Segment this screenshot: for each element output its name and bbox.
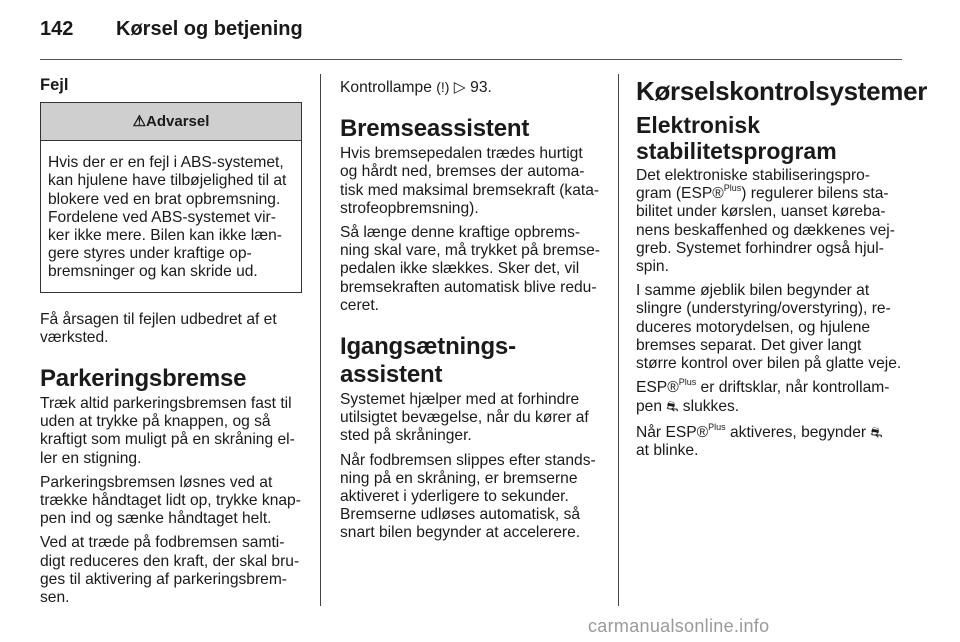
page-ref: 93.: [470, 79, 492, 96]
superscript: Plus: [708, 421, 726, 432]
text-run: aktiveres, begynder: [725, 423, 867, 441]
paragraph: Hvis bremsepedalen trædes hurtigt og hårdt ned, bremses der automa-tisk med maksimal bremsekraft (kata-strofeopbremsning).: [340, 145, 600, 217]
paragraph: [636, 167, 904, 276]
text-run: ESP®: [636, 379, 679, 397]
esp-heading: Elektronisk stabilitetsprogram: [636, 112, 837, 164]
text-run: Det elektroniske stabiliseringspro-gram (ESP®: [636, 167, 871, 203]
chapter-title: Kørsel og betjening: [116, 18, 303, 40]
paragraph: Træk altid parkeringsbremsen fast til uden at trykke på knappen, og så kraftigt som muligt på en skråning el-ler en stigning.: [40, 395, 295, 467]
bremseassistent-heading: Bremseassistent: [340, 115, 530, 143]
esp-skid-icon: ⛐: [666, 398, 679, 415]
column-3: [636, 74, 928, 466]
paragraph: Så længe denne kraftige opbrems-ning skal vare, må trykket på bremse-pedalen ikke slækkes. Sker det, vil bremsekraften automatisk blive redu-ceret.: [340, 224, 600, 314]
kontrollampe-label: Kontrollampe: [340, 79, 432, 96]
page-ref-arrow-icon: ▷: [453, 79, 466, 96]
warning-box: [40, 102, 302, 292]
page-header: [40, 18, 303, 41]
watermark: carmanualsonline.info: [588, 616, 770, 636]
section-heading: Kørselskontrolsystemer: [636, 76, 928, 106]
parkeringsbremse-heading: Parkeringsbremse: [40, 365, 247, 393]
paragraph: I samme øjeblik bilen begynder at slingre (understyring/overstyring), re-duceres motorydelsen, og hjulene bremses separat. Det giver langt større kontrol over bilen på glatte veje.: [636, 282, 902, 373]
text-run: at blinke.: [636, 441, 699, 459]
paragraph: Systemet hjælper med at forhindre utilsigtet bevægelse, når du kører af sted på skråninger.: [340, 391, 589, 445]
warning-text: Hvis der er en fejl i ABS-systemet, kan hjulene have tilbøjelighed til at blokere ved en brat opbremsning. Fordelene ved ABS-systemet vir-ker ikke mere. Bilen kan ikke læn-gere styres under kraftige op-bremsninger og kan skride ud.: [48, 154, 287, 281]
page-number: 142: [40, 18, 74, 40]
superscript: Plus: [678, 377, 697, 388]
paragraph: Parkeringsbremsen løsnes ved at trække håndtaget lidt op, trykke knap-pen ind og sænke håndtaget helt.: [40, 473, 301, 528]
warning-triangle-icon: ⚠: [132, 113, 147, 131]
text-run: er driftsklar, når kontrollam-pen: [636, 379, 890, 416]
text-run: slukkes.: [678, 398, 740, 416]
esp-skid-icon: ⛐: [870, 423, 883, 440]
paragraph: [636, 379, 904, 416]
superscript: Plus: [723, 183, 742, 194]
fejl-text: Få årsagen til fejlen udbedret af et værksted.: [40, 310, 277, 346]
warning-header: [41, 103, 301, 141]
fejl-heading: Fejl: [40, 76, 69, 94]
column-1: [40, 74, 302, 613]
column-divider: [618, 74, 619, 606]
text-run: ) regulerer bilens sta-bilitet under kørslen, uanset køreba-nens beskaffenhed og dækkenes vej-greb. Systemet forhindrer også hjul-spin.: [636, 185, 895, 276]
header-rule: [40, 59, 902, 60]
brake-warning-icon: (!): [436, 79, 450, 95]
column-divider: [320, 74, 321, 606]
kontrollampe-ref: [340, 78, 602, 97]
igangsaetning-heading: Igangsætnings-assistent: [340, 333, 516, 389]
paragraph: Når fodbremsen slippes efter stands-ning på en skråning, er bremserne aktiveret i yderligere to sekunder. Bremserne udløses automatisk, så snart bilen begynder at accelerere.: [340, 451, 596, 542]
text-run: Når ESP®: [636, 423, 709, 441]
warning-title: Advarsel: [146, 113, 210, 131]
column-2: [340, 74, 602, 549]
paragraph: Ved at træde på fodbremsen samti-digt reduceres den kraft, der skal bru-ges til aktivering af parkeringsbrem-sen.: [40, 534, 300, 607]
paragraph: [636, 423, 904, 460]
